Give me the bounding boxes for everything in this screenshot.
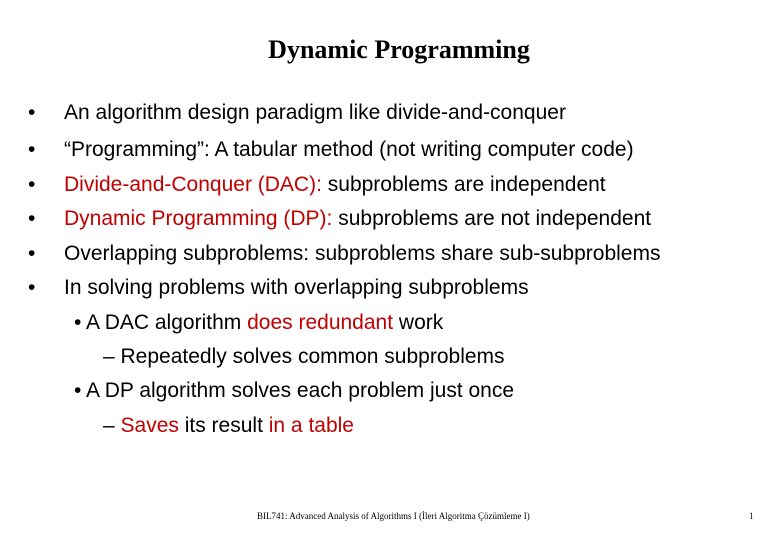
bullet-text: “Programming”: A tabular method (not writing computer code) bbox=[64, 138, 634, 161]
bullet-item-2 bbox=[64, 137, 634, 162]
sub-bullet-text: • A DAC algorithm bbox=[74, 311, 248, 334]
bullet-text: Overlapping subproblems: subproblems share sub-subproblems bbox=[64, 242, 661, 265]
page-number: 1 bbox=[749, 511, 754, 521]
bullet-text: An algorithm design paradigm like divide-and-conquer bbox=[64, 101, 566, 124]
slide-title: Dynamic Programming bbox=[268, 35, 530, 64]
bullet-marker: • bbox=[28, 138, 36, 161]
bullet-item-5 bbox=[64, 241, 660, 266]
bullet-item-3 bbox=[64, 172, 606, 197]
sub-bullet-text: – Repeatedly solves common subproblems bbox=[103, 345, 505, 368]
bullet-text: In solving problems with overlapping subproblems bbox=[64, 276, 529, 299]
bullet-item-6 bbox=[64, 275, 529, 300]
sub-bullet-dp bbox=[74, 378, 514, 403]
sub-bullet-highlight: in a table bbox=[268, 414, 354, 437]
sub-sub-bullet-repeat bbox=[103, 344, 505, 369]
bullet-text: subproblems are independent bbox=[321, 173, 606, 196]
sub-bullet-highlight: does redundant bbox=[247, 311, 394, 334]
sub-bullet-text: its result bbox=[178, 414, 269, 437]
bullet-marker: • bbox=[28, 173, 36, 196]
bullet-marker: • bbox=[28, 242, 36, 265]
sub-bullet-highlight: Saves bbox=[120, 414, 179, 437]
bullet-marker: • bbox=[28, 101, 36, 124]
footer-course-title: BIL741: Advanced Analysis of Algorithms I (İleri Algoritma Çözümleme I) bbox=[257, 511, 530, 521]
bullet-marker: • bbox=[28, 207, 36, 230]
bullet-highlight: Divide-and-Conquer (DAC): bbox=[64, 173, 322, 196]
sub-bullet-dac bbox=[74, 310, 443, 335]
sub-sub-bullet-saves bbox=[103, 413, 354, 438]
sub-bullet-text: • A DP algorithm solves each problem just once bbox=[74, 379, 515, 402]
bullet-text: subproblems are not independent bbox=[332, 207, 652, 230]
bullet-item-1 bbox=[64, 100, 566, 125]
bullet-item-4 bbox=[64, 206, 651, 231]
sub-bullet-text: work bbox=[393, 311, 444, 334]
sub-bullet-text: – bbox=[103, 414, 121, 437]
bullet-marker: • bbox=[28, 276, 36, 299]
bullet-highlight: Dynamic Programming (DP): bbox=[64, 207, 333, 230]
